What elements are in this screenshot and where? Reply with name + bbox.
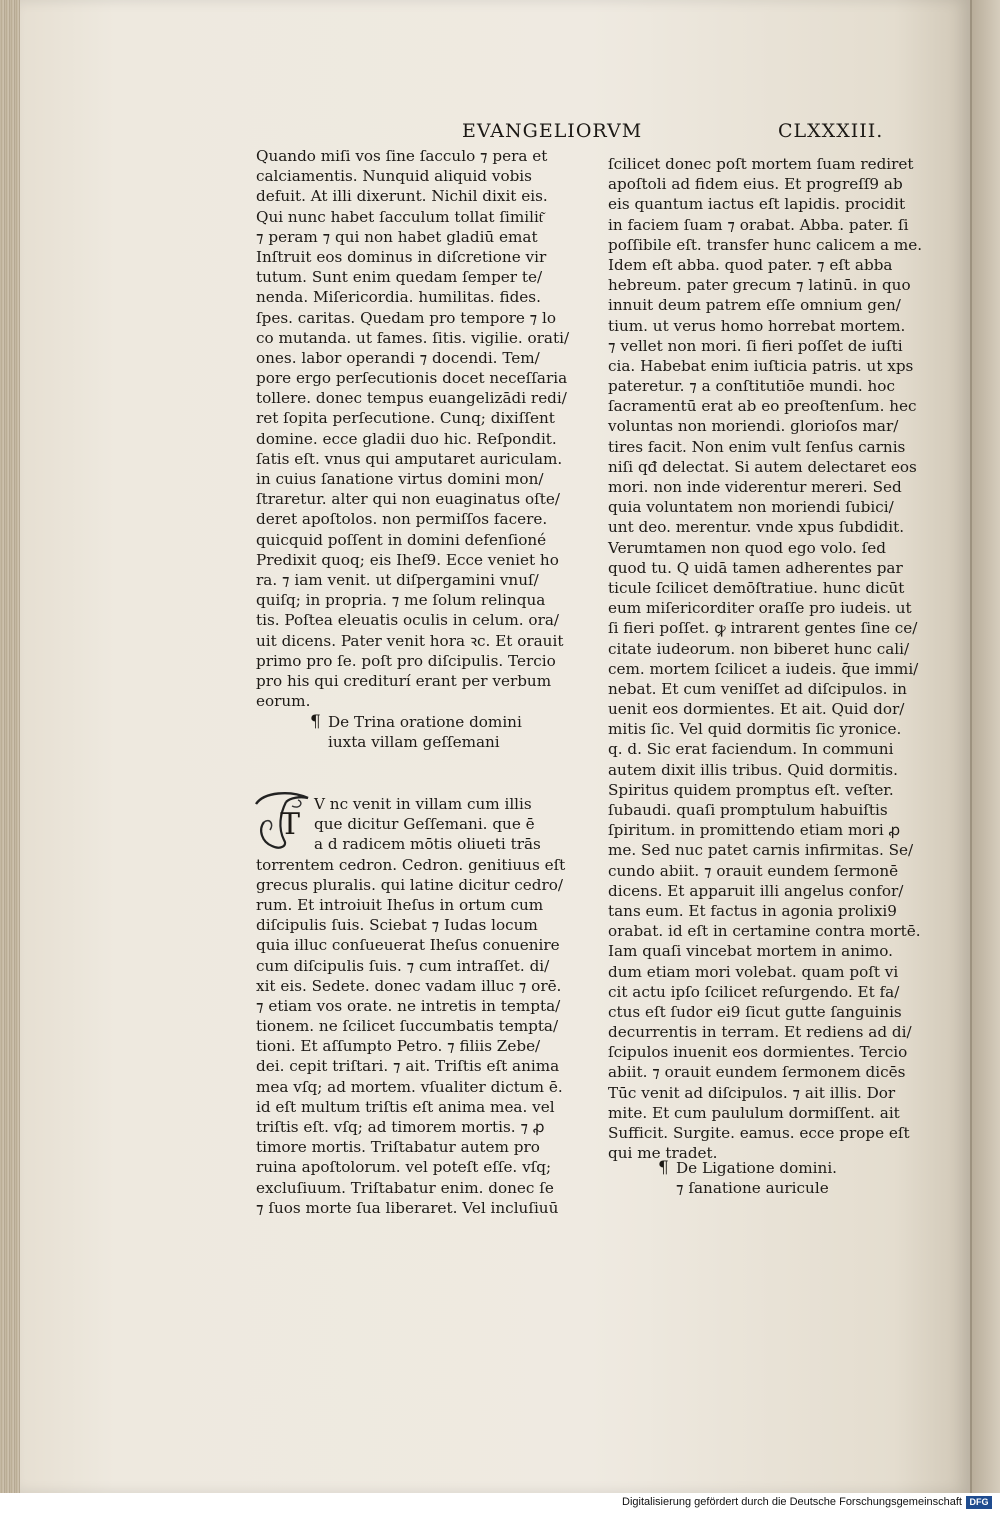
left-column-bottom (256, 794, 566, 1218)
text-line: Iam quaſi vincebat mortem in animo. (608, 942, 893, 961)
text-line: Idem eſt abba. quod pater. ⁊ eſt abba (608, 255, 893, 274)
text-line: cem. mortem ſcilicet a iudeis. q̄ue immi/ (608, 659, 919, 678)
text-line: in faciem ſuam ⁊ orabat. Abba. pater. ſi (608, 215, 909, 234)
left-column-top (256, 146, 570, 711)
text-line: dicens. Et apparuit illi angelus confor/ (608, 881, 904, 900)
text-line: tionem. ne ſcilicet ſuccumbatis tempta/ (256, 1017, 559, 1036)
paragraph-mark-icon: ¶ (658, 1158, 669, 1178)
text-line: Verumtamen non quod ego volo. ſed (608, 538, 887, 557)
text-line: co mutanda. ut fames. ſitis. vigilie. orati/ (256, 328, 570, 347)
text-line: orabat. id eſt in certamine contra mortē. (608, 922, 921, 941)
text-line: decurrentis in terram. Et rediens ad di/ (608, 1023, 912, 1042)
text-line: ⁊ etiam vos orate. ne intretis in tempta/ (256, 996, 561, 1015)
text-line: ſcipulos inuenit eos dormientes. Tercio (608, 1043, 908, 1062)
text-line: in cuius ſanatione virtus domini mon/ (256, 470, 544, 488)
text-line: abiit. ⁊ orauit eundem ſermonem dicēs (608, 1063, 906, 1082)
text-line: ⁊ peram ⁊ qui non habet gladiū emat (256, 227, 538, 246)
text-line: quod tu. Q uidā tamen adherentes par (608, 558, 903, 577)
text-line: hebreum. pater grecum ⁊ latinū. in quo (608, 276, 911, 295)
text-line: Spiritus quidem promptus eſt. veſter. (608, 780, 894, 799)
text-line: ſpes. caritas. Quedam pro tempore ⁊ lo (256, 308, 557, 327)
text-line: ſacramentū erat ab eo preoſtenſum. hec (608, 397, 917, 416)
rubric-line: iuxta villam geſſemani (328, 733, 500, 751)
text-line: domine. ecce gladii duo hic. Reſpondit. (256, 429, 557, 448)
text-line: pore ergo perſecutionis docet neceſſaria (256, 369, 568, 388)
text-line: poſſibile eſt. transfer hunc calicem a me. (608, 235, 923, 254)
text-line: deret apoſtolos. non permiſſos facere. (256, 510, 548, 529)
text-line: ſcilicet donec poſt mortem ſuam rediret (608, 155, 914, 173)
text-line: Quando miſi vos ſine ſacculo ⁊ pera et (256, 147, 548, 165)
text-line: mea vſq; ad mortem. vſualiter dictum ē. (256, 1077, 563, 1096)
text-line: Qui nunc habet ſacculum tollat ſimilit͂ (256, 207, 544, 226)
text-line: autem dixit illis tribus. Quid dormitis. (608, 760, 898, 779)
text-line: tollere. donec tempus euangelizādi redi/ (256, 389, 567, 408)
text-line: eum miſericorditer oraſſe pro iudeis. ut (608, 599, 912, 618)
text-line: quiſq; in propria. ⁊ me ſolum relinqua (256, 591, 546, 610)
text-line: tutum. Sunt enim quedam ſemper te/ (256, 268, 543, 287)
text-line: quia illuc conſueuerat Iheſus conuenire (256, 936, 560, 955)
text-line: tis. Poſtea eleuatis oculis in celum. ora/ (256, 611, 560, 630)
text-line: me. Sed nuc patet carnis infirmitas. Se/ (608, 841, 914, 860)
text-line: niſi qđ delectat. Si autem delectaret eos (608, 457, 917, 476)
text-line: unt deo. merentur. vnde xpus ſubdidit. (608, 518, 905, 537)
text-line: nenda. Miſericordia. humilitas. fides. (256, 288, 541, 307)
text-line: triſtis eſt. vſq; ad timorem mortis. ⁊ ꝓ (256, 1118, 545, 1136)
text-line: cundo abiit. ⁊ orauit eundem ſermonē (608, 861, 899, 880)
folio-number: CLXXXIII. (778, 120, 884, 142)
text-line: pateretur. ⁊ a conſtitutiōe mundi. hoc (608, 377, 895, 396)
initial-letter: T (280, 807, 301, 842)
footer-bar (0, 1493, 1000, 1513)
footer-credit: Digitalisierung gefördert durch die Deutsche Forschungsgemeinschaft (622, 1496, 962, 1508)
text-line: tans eum. Et factus in agonia prolixi9 (608, 901, 897, 920)
text-line: mori. non inde viderentur mereri. Sed (608, 478, 902, 496)
text-line: Tūc venit ad diſcipulos. ⁊ ait illis. Dor (608, 1083, 896, 1102)
text-line: ſtraretur. alter qui non euaginatus oſte/ (256, 490, 560, 509)
text-line: ra. ⁊ iam venit. ut diſpergamini vnuſ/ (256, 570, 539, 589)
text-line: primo pro ſe. poſt pro diſcipulis. Tercio (256, 651, 556, 670)
text-line: eis quantum iactus eſt lapidis. procidit (608, 195, 906, 214)
text-line: xit eis. Sedete. donec vadam illuc ⁊ orē. (256, 976, 562, 995)
text-line: ones. labor operandi ⁊ docendi. Tem/ (256, 348, 540, 367)
text-line: ſi fieri poſſet. ꝙ intrarent gentes ſine ce/ (608, 619, 918, 638)
text-line: ruina apoſtolorum. vel poteſt eſſe. vſq; (256, 1158, 552, 1177)
text-line: q. d. Sic erat faciendum. In communi (608, 740, 894, 759)
text-line: apoſtoli ad fidem eius. Et progreſſ9 ab (608, 175, 903, 194)
text-line: tires facit. Non enim vult ſenſus carnis (608, 437, 906, 456)
text-line: cia. Habebat enim iuſticia patris. ut xps (608, 356, 914, 375)
rubric-line: De Trina oratione domini (328, 713, 522, 731)
text-line: mite. Et cum paululum dormiſſent. ait (608, 1103, 900, 1122)
text-line: uit dicens. Pater venit hora ꝛc. Et orauit (256, 631, 564, 650)
text-line: ⁊ vellet non mori. ſi fieri poſſet de iuſti (608, 336, 903, 355)
text-line: tioni. Et aſſumpto Petro. ⁊ filiis Zebe/ (256, 1037, 541, 1056)
text-line: Predixit quoq; eis Iheſ9. Ecce veniet ho (256, 550, 559, 569)
text-line: pro his qui crediturí erant per verbum (256, 671, 552, 690)
text-line: defuit. At illi dixerunt. Nichil dixit eis. (256, 187, 548, 206)
right-column (608, 154, 923, 1163)
text-line: voluntas non moriendi. glorioſos mar/ (608, 417, 899, 436)
text-line: mitis ſic. Vel quid dormitis ſic yronice. (608, 720, 902, 739)
text-line: ticule ſcilicet demōſtratiue. hunc dicūt (608, 578, 905, 597)
rubric-right (658, 1158, 838, 1198)
text-line: ret ſopita perſecutione. Cunq; dixiſſent (256, 409, 555, 428)
text-line: excluſiuum. Triſtabatur enim. donec ſe (256, 1178, 554, 1197)
text-line: diſcipulis ſuis. Sciebat ⁊ Iudas locum (256, 916, 538, 935)
text-line: qui me tradet. (608, 1144, 718, 1163)
rubric-left (310, 712, 522, 752)
text-line: ⁊ ſuos morte ſua liberaret. Vel incluſiuū (256, 1198, 559, 1217)
text-line: dei. cepit triſtari. ⁊ ait. Triſtis eſt anima (256, 1057, 560, 1076)
text-line: tium. ut verus homo horrebat mortem. (608, 316, 906, 335)
rubric-line: ⁊ ſanatione auricule (676, 1179, 829, 1197)
rubric-line: De Ligatione domini. (676, 1159, 838, 1177)
text-line: grecus pluralis. qui latine dicitur cedro/ (256, 875, 564, 894)
text-line: eorum. (256, 692, 311, 711)
running-title: EVANGELIORVM (462, 120, 643, 142)
text-line: V nc venit in villam cum illis (314, 795, 532, 813)
text-line: uenit eos dormientes. Et ait. Quid dor/ (608, 700, 905, 719)
text-line: cum diſcipulis ſuis. ⁊ cum intraſſet. di/ (256, 956, 550, 975)
dfg-logo: DFG (966, 1496, 992, 1509)
text-line: Inſtruit eos dominus in diſcretione vir (256, 247, 547, 266)
text-line: quia voluntatem non moriendi ſubici/ (608, 498, 894, 517)
text-line: nebat. Et cum veniſſet ad diſcipulos. in (608, 679, 907, 698)
paragraph-mark-icon: ¶ (310, 712, 321, 732)
text-line: ſatis eſt. vnus qui amputaret auriculam. (256, 449, 563, 468)
text-line: rum. Et introiuit Iheſus in ortum cum (256, 895, 544, 914)
text-line: dum etiam mori volebat. quam poſt vi (608, 962, 899, 981)
text-line: que dicitur Geſſemani. que ē (314, 815, 535, 834)
adjacent-page-edge (972, 0, 1000, 1493)
text-line: ſubaudi. quaſi promptulum habuiſtis (608, 801, 888, 819)
text-line: torrentem cedron. Cedron. genitiuus eſt (256, 855, 566, 874)
text-line: citate iudeorum. non biberet hunc cali/ (608, 639, 910, 658)
text-line: id eſt multum triſtis eſt anima mea. vel (256, 1097, 555, 1116)
text-line: innuit deum patrem eſſe omnium gen/ (608, 296, 901, 315)
text-line: cit actu ipſo ſcilicet reſurgendo. Et fa/ (608, 982, 900, 1001)
text-line: Sufficit. Surgite. eamus. ecce prope eſt (608, 1124, 910, 1142)
text-line: ſpiritum. in promittendo etiam mori ꝓ (608, 821, 901, 840)
text-line: quicquid poſſent in domini defenſioné (256, 530, 547, 549)
text-line: a d radicem mōtis oliueti trās (314, 835, 541, 854)
text-line: ctus eſt ſudor ei9 ſicut gutte ſanguinis (608, 1002, 902, 1021)
text-line: calciamentis. Nunquid aliquid vobis (256, 167, 532, 186)
text-line: timore mortis. Triſtabatur autem pro (256, 1138, 540, 1157)
